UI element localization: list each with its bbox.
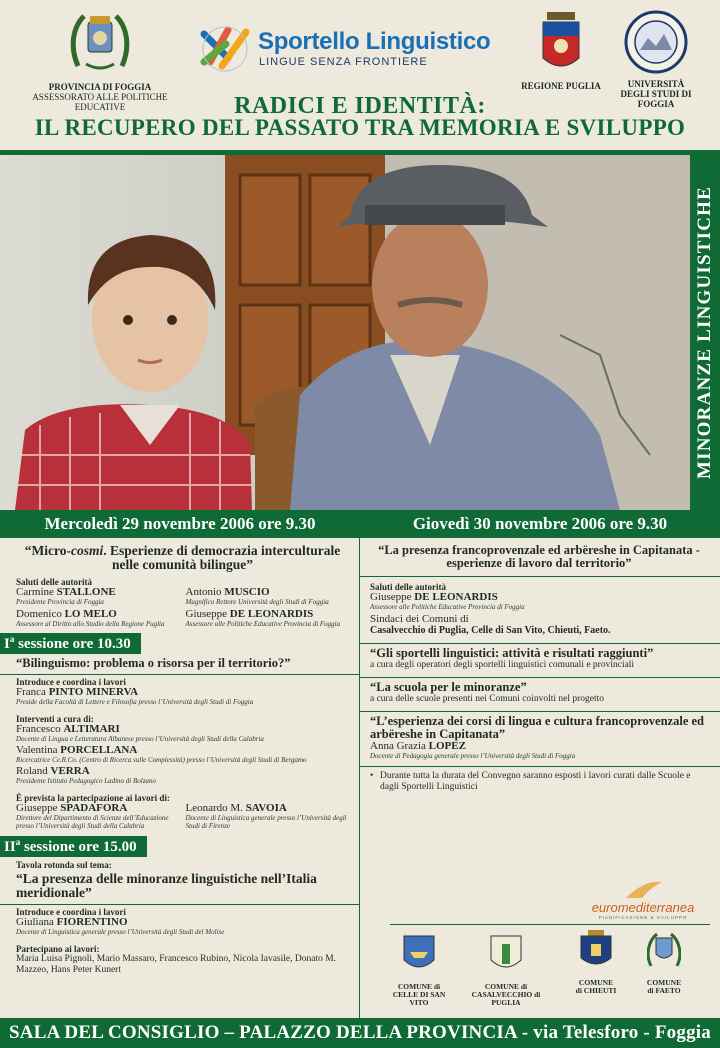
session-sup: a xyxy=(9,634,15,644)
comune-line1: COMUNE xyxy=(646,978,682,987)
participant-role: Docente di Linguistica generale presso l’Università degli Studi di Firenze xyxy=(185,814,347,830)
authority-role: Assessore al Diritto allo Studio della Regione Puglia xyxy=(16,620,165,628)
authority-role: Presidente Provincia di Foggia xyxy=(16,598,104,606)
side-label xyxy=(690,155,720,510)
participant-name xyxy=(186,803,350,814)
last-name: DE LEONARDIS xyxy=(229,608,314,620)
last-name: VERRA xyxy=(50,765,90,777)
last-name: DE LEONARDIS xyxy=(414,591,498,603)
speaker-verra xyxy=(16,766,349,785)
intro-label: Introduce e coordina i lavori xyxy=(16,677,126,687)
divider xyxy=(0,904,359,905)
intro-label-2: Introduce e coordina i lavori xyxy=(16,907,126,917)
authority-name xyxy=(370,592,708,603)
speaker-porcellana xyxy=(16,745,349,764)
comune-line1: COMUNE xyxy=(578,978,614,987)
comune-celle xyxy=(386,934,452,1007)
day1-opening-title xyxy=(16,544,349,572)
sindaci-line1: Sindaci dei Comuni di xyxy=(370,613,469,625)
day-bar xyxy=(0,510,720,538)
coordinator2-role: Docente di Linguistica generale presso l’Università degli Studi del Molise xyxy=(16,928,225,936)
partecipano-list: Maria Luisa Pignoli, Mario Massaro, Francesco Rubino, Nicola Iavasile, Donato M. Mazzeo, Hans Peter Kunert xyxy=(16,954,337,975)
side-label-text: MINORANZE LINGUISTICHE xyxy=(694,186,715,479)
coordinator2-name xyxy=(16,917,349,928)
comune-line2: di FAETO xyxy=(647,986,681,995)
first-name: Giuliana xyxy=(16,916,54,928)
main-title xyxy=(0,95,720,139)
participants-row xyxy=(16,803,349,830)
first-name: Giuseppe xyxy=(185,608,228,620)
speaker-name xyxy=(16,724,349,735)
topic3-quote: “L’esperienza dei corsi di lingua e cultura francoprovenzale ed arbëreshe in Capitanata” xyxy=(370,714,705,741)
last-name: PINTO MINERVA xyxy=(48,686,139,698)
day1-heading: Mercoledì 29 novembre 2006 ore 9.30 xyxy=(44,514,316,533)
authorities-row-2 xyxy=(16,609,349,628)
session-time: sessione ore 10.30 xyxy=(14,636,131,652)
sportello-logo-icon xyxy=(198,22,252,76)
divider xyxy=(0,674,359,675)
topic3-speaker-role: Docente di Pedagogia generale presso l’Università degli Studi di Foggia xyxy=(370,752,576,760)
interventi-label: Interventi a cura di: xyxy=(16,714,94,724)
tavola-label: Tavola rotonda sul tema: xyxy=(16,860,112,870)
participant-name xyxy=(16,803,180,814)
speaker-role: Presidente Istituto Pedagogico Ladino di Bolzano xyxy=(16,777,156,785)
comune-chieuti xyxy=(566,930,626,995)
title-line1: RADICI E IDENTITÀ: xyxy=(234,93,486,119)
partecipano-label: Partecipano ai lavori: xyxy=(16,944,100,954)
session-num: I xyxy=(4,636,10,652)
title-line2: IL RECUPERO DEL PASSATO TRA MEMORIA E SVILUPPO xyxy=(34,115,686,140)
provincia-emblem-icon xyxy=(68,8,132,78)
first-name: Domenico xyxy=(16,608,62,620)
last-name: LO MELO xyxy=(64,608,117,620)
first-name: Leonardo M. xyxy=(185,802,243,814)
session-time: sessione ore 15.00 xyxy=(20,839,137,855)
euro-name: euromediterranea xyxy=(591,900,695,915)
last-name: SAVOIA xyxy=(245,802,287,814)
authority-role: Assessore alle Politiche Educative Provincia di Foggia xyxy=(370,603,525,611)
first-name: Valentina xyxy=(16,744,58,756)
universita-seal-icon xyxy=(624,10,688,74)
universita-line2: DEGLI STUDI DI FOGGIA xyxy=(620,89,692,109)
comune-casalvecchio xyxy=(458,934,554,1007)
saluti-label: Saluti delle autorità xyxy=(370,582,446,592)
speaker-role: Ricercatrice Ce.R.Co. (Centro di Ricerca sulle Complessità) presso l’Università degli Studi di Bergamo xyxy=(16,756,307,764)
participant-role: Direttore del Dipartimento di Scienze dell’Educazione presso l’Università degli Studi della Calabria xyxy=(16,814,169,830)
comune-line1: COMUNE di xyxy=(484,982,528,991)
hero-photo xyxy=(0,155,690,510)
divider xyxy=(360,711,720,712)
day2-opening-title: “La presenza francoprovenzale ed arbëreshe in Capitanata - esperienze di lavoro dal territorio” xyxy=(378,543,700,570)
euro-sub: PIANIFICAZIONE & SVILUPPO xyxy=(598,915,688,920)
session2-banner xyxy=(0,836,147,857)
regione-block xyxy=(516,10,606,91)
saluti-label: Saluti delle autorità xyxy=(16,577,92,587)
first-name: Antonio xyxy=(185,586,222,598)
session2-quote: “La presenza delle minoranze linguistiche nell’Italia meridionale” xyxy=(16,871,317,900)
speaker-name xyxy=(16,745,349,756)
speaker-altimari xyxy=(16,724,349,743)
provincia-name: PROVINCIA DI FOGGIA xyxy=(48,82,152,92)
authority-role: Assessore alle Politiche Educative Provincia di Foggia xyxy=(185,620,341,628)
authority-stallone xyxy=(16,587,180,606)
comune-line2: di CHIEUTI xyxy=(575,986,617,995)
topic2-desc: a cura delle scuole presenti nei Comuni coinvolti nel progetto xyxy=(370,694,605,704)
comuni-divider xyxy=(390,924,710,925)
celle-crest-icon xyxy=(402,934,436,974)
last-name: PORCELLANA xyxy=(60,744,138,756)
speaker-role: Docente di Lingua e Letteratura Albanese presso l’Università degli Studi della Calabria xyxy=(16,735,264,743)
casalvecchio-crest-icon xyxy=(489,934,523,974)
day1-column xyxy=(0,538,360,1018)
topic2-quote: “La scuola per le minoranze” xyxy=(370,680,527,694)
speaker-name xyxy=(16,766,349,777)
faeto-crest-icon xyxy=(647,930,681,970)
comune-line2: CELLE DI SAN VITO xyxy=(392,990,446,1007)
opening-title-part-c: . Esperienze di democrazia interculturale nelle comunità bilingue” xyxy=(103,543,341,572)
regione-name: REGIONE PUGLIA xyxy=(521,81,601,91)
sportello-linguistico-logo xyxy=(198,22,498,82)
opening-title-part-b: cosmi xyxy=(70,543,104,558)
session-num: II xyxy=(4,839,16,855)
coordinator1-name xyxy=(16,687,349,698)
universita-line1: UNIVERSITÀ xyxy=(627,79,685,89)
note-text: Durante tutta la durata del Convegno saranno esposti i lavori curati dalle Scuole e dagli Sportelli Linguistici xyxy=(380,771,691,792)
sindaci-line2: Casalvecchio di Puglia, Celle di San Vito, Chieuti, Faeto. xyxy=(370,625,611,636)
opening-title-part-a: “Micro- xyxy=(24,543,71,558)
comune-line2: CASALVECCHIO di PUGLIA xyxy=(471,990,541,1007)
topic1-desc: a cura degli operatori degli sportelli linguistici comunali e provinciali xyxy=(370,660,635,670)
session1-quote: “Bilinguismo: problema o risorsa per il territorio?” xyxy=(16,656,291,670)
comune-faeto xyxy=(634,930,694,995)
authorities-row-1 xyxy=(16,587,349,606)
divider xyxy=(360,766,720,767)
chieuti-crest-icon xyxy=(579,930,613,970)
last-name: STALLONE xyxy=(56,586,116,598)
topic1-quote: “Gli sportelli linguistici: attività e risultati raggiunti” xyxy=(370,646,654,660)
sportello-title: Sportello Linguistico xyxy=(258,28,491,55)
authority-name xyxy=(186,587,350,598)
first-name: Roland xyxy=(16,765,48,777)
authority-lo-melo xyxy=(16,609,180,628)
session-sup: a xyxy=(15,837,21,847)
topic3-speaker-name xyxy=(370,741,708,752)
wing-logo-icon xyxy=(624,878,664,900)
authority-muscio xyxy=(180,587,350,606)
authority-de-leonardis xyxy=(180,609,350,628)
participant-savoia xyxy=(180,803,350,830)
last-name: SPADAFORA xyxy=(60,802,128,814)
authority-name xyxy=(186,609,350,620)
exhibition-note xyxy=(370,771,708,793)
last-name: MUSCIO xyxy=(224,586,270,598)
authority-role: Magnifico Rettore Università degli Studi di Foggia xyxy=(185,598,329,606)
session1-banner xyxy=(0,633,141,654)
boy-and-grandfather-image xyxy=(0,155,690,510)
first-name: Giuseppe xyxy=(370,591,412,603)
bullet-icon: • xyxy=(370,771,374,781)
comune-line1: COMUNE di xyxy=(397,982,441,991)
last-name: ALTIMARI xyxy=(63,723,120,735)
first-name: Francesco xyxy=(16,723,61,735)
first-name: Anna Grazia xyxy=(370,740,426,752)
coordinator1-role: Preside della Facoltà di Lettere e Filosofia presso l’Università degli Studi di Foggia xyxy=(16,698,254,706)
day2-heading: Giovedì 30 novembre 2006 ore 9.30 xyxy=(412,514,668,533)
regione-puglia-emblem-icon xyxy=(539,10,583,76)
divider xyxy=(360,643,720,644)
sportello-subtitle: LINGUE SENZA FRONTIERE xyxy=(259,56,428,68)
authority-name xyxy=(16,609,180,620)
header xyxy=(0,0,720,150)
last-name: FIORENTINO xyxy=(56,916,128,928)
divider xyxy=(360,576,720,577)
first-name: Giuseppe xyxy=(16,802,58,814)
authority-name xyxy=(16,587,180,598)
prevista-label: È prevista la partecipazione ai lavori di: xyxy=(16,793,170,803)
participant-spadafora xyxy=(16,803,180,830)
first-name: Franca xyxy=(16,686,46,698)
divider xyxy=(360,677,720,678)
assessorato-name: ASSESSORATO ALLE POLITICHE EDUCATIVE xyxy=(32,92,168,112)
first-name: Carmine xyxy=(16,586,54,598)
euromediterranea-logo xyxy=(588,878,698,924)
last-name: LOPEZ xyxy=(428,740,466,752)
venue-footer: SALA DEL CONSIGLIO – PALAZZO DELLA PROVINCIA - via Telesforo - Foggia xyxy=(0,1018,720,1048)
photo-credit-mark: · xyxy=(3,455,9,457)
